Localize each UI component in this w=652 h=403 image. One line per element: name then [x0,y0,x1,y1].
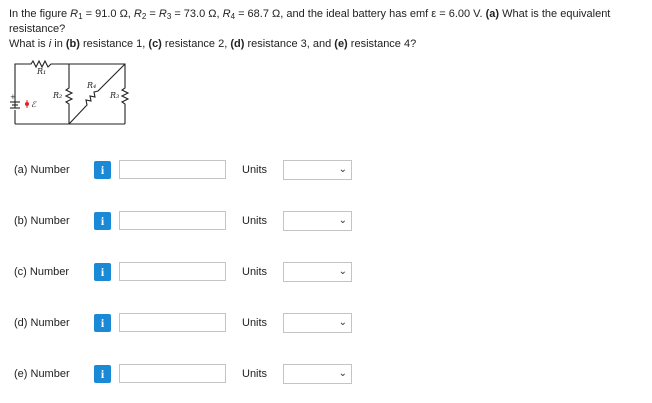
info-icon[interactable]: i [94,263,111,281]
line2-mid: in [51,38,66,50]
part-e-text: resistance 4? [347,38,417,50]
question-intro: In the figure [9,8,68,20]
circuit-figure [9,60,135,130]
answer-row-e [0,363,652,387]
info-icon[interactable]: i [94,365,111,383]
part-c-marker: (c) [148,38,162,50]
units-label-b: Units [242,215,268,227]
units-dropdown-b[interactable] [283,211,352,231]
question-text [9,7,645,52]
chevron-down-icon: ⌄ [338,368,347,379]
answer-row-a [0,159,652,183]
circuit-diagram [9,60,135,130]
part-d-text: resistance 3, and [244,38,335,50]
answer-row-b [0,210,652,234]
row-label-d: (d) Number [14,317,70,329]
chevron-down-icon: ⌄ [338,215,347,226]
r1-subscript: 1 [78,12,83,21]
r4-value: = 68.7 Ω, and the ideal battery has emf ε = 6.00 V. [235,8,486,20]
r1-resistor [15,61,125,82]
info-icon[interactable]: i [94,314,111,332]
r1-value: = 91.0 Ω, [82,8,134,20]
r3-value: = 73.0 Ω, [171,8,223,20]
row-label-a: (a) Number [14,164,70,176]
info-icon[interactable]: i [94,212,111,230]
question-line-1 [9,7,645,37]
current-variable: i [48,38,52,50]
r3-subscript: 3 [166,12,172,21]
chevron-down-icon: ⌄ [338,266,347,277]
part-d-marker: (d) [230,38,245,50]
part-c-text: resistance 2, [161,38,231,50]
r3-symbol: R [158,8,167,20]
units-dropdown-c[interactable] [283,262,352,282]
part-e-marker: (e) [334,38,348,50]
units-label-c: Units [242,266,268,278]
number-input-e[interactable] [119,364,226,383]
number-input-c[interactable] [119,262,226,281]
units-dropdown-a[interactable] [283,160,352,180]
r2-resistor [66,64,72,124]
question-line-2 [9,37,645,52]
r4-symbol: R [222,8,231,20]
line2-prefix: What is [9,38,49,50]
battery-plus: + [10,93,16,101]
units-label-e: Units [242,368,268,380]
r3-label: R₃ [110,91,120,100]
answer-row-c [0,261,652,285]
number-input-b[interactable] [119,211,226,230]
units-dropdown-e[interactable] [283,364,352,384]
chevron-down-icon: ⌄ [338,317,347,328]
number-input-d[interactable] [119,313,226,332]
info-icon[interactable]: i [94,161,111,179]
number-input-a[interactable] [119,160,226,179]
r1-symbol: R [70,8,79,20]
r4-label: R₄ [87,81,97,90]
row-label-e: (e) Number [14,368,70,380]
r2-subscript: 2 [141,12,147,21]
r4-subscript: 4 [230,12,236,21]
r3-resistor [122,82,128,124]
part-a-text: What is the equivalent resistance? [9,8,611,35]
r2-label: R₂ [53,91,63,100]
part-b-text: resistance 1, [79,38,149,50]
answer-row-d [0,312,652,336]
part-a-marker: (a) [485,8,500,20]
emf-label: ℰ [31,100,36,109]
r2-symbol: R [133,8,142,20]
r2-equals: = [146,8,159,20]
units-label-d: Units [242,317,268,329]
row-label-c: (c) Number [14,266,70,278]
units-dropdown-d[interactable] [283,313,352,333]
r1-label: R₁ [37,67,47,76]
part-b-marker: (b) [65,38,80,50]
row-label-b: (b) Number [14,215,70,227]
units-label-a: Units [242,164,268,176]
chevron-down-icon: ⌄ [338,164,347,175]
